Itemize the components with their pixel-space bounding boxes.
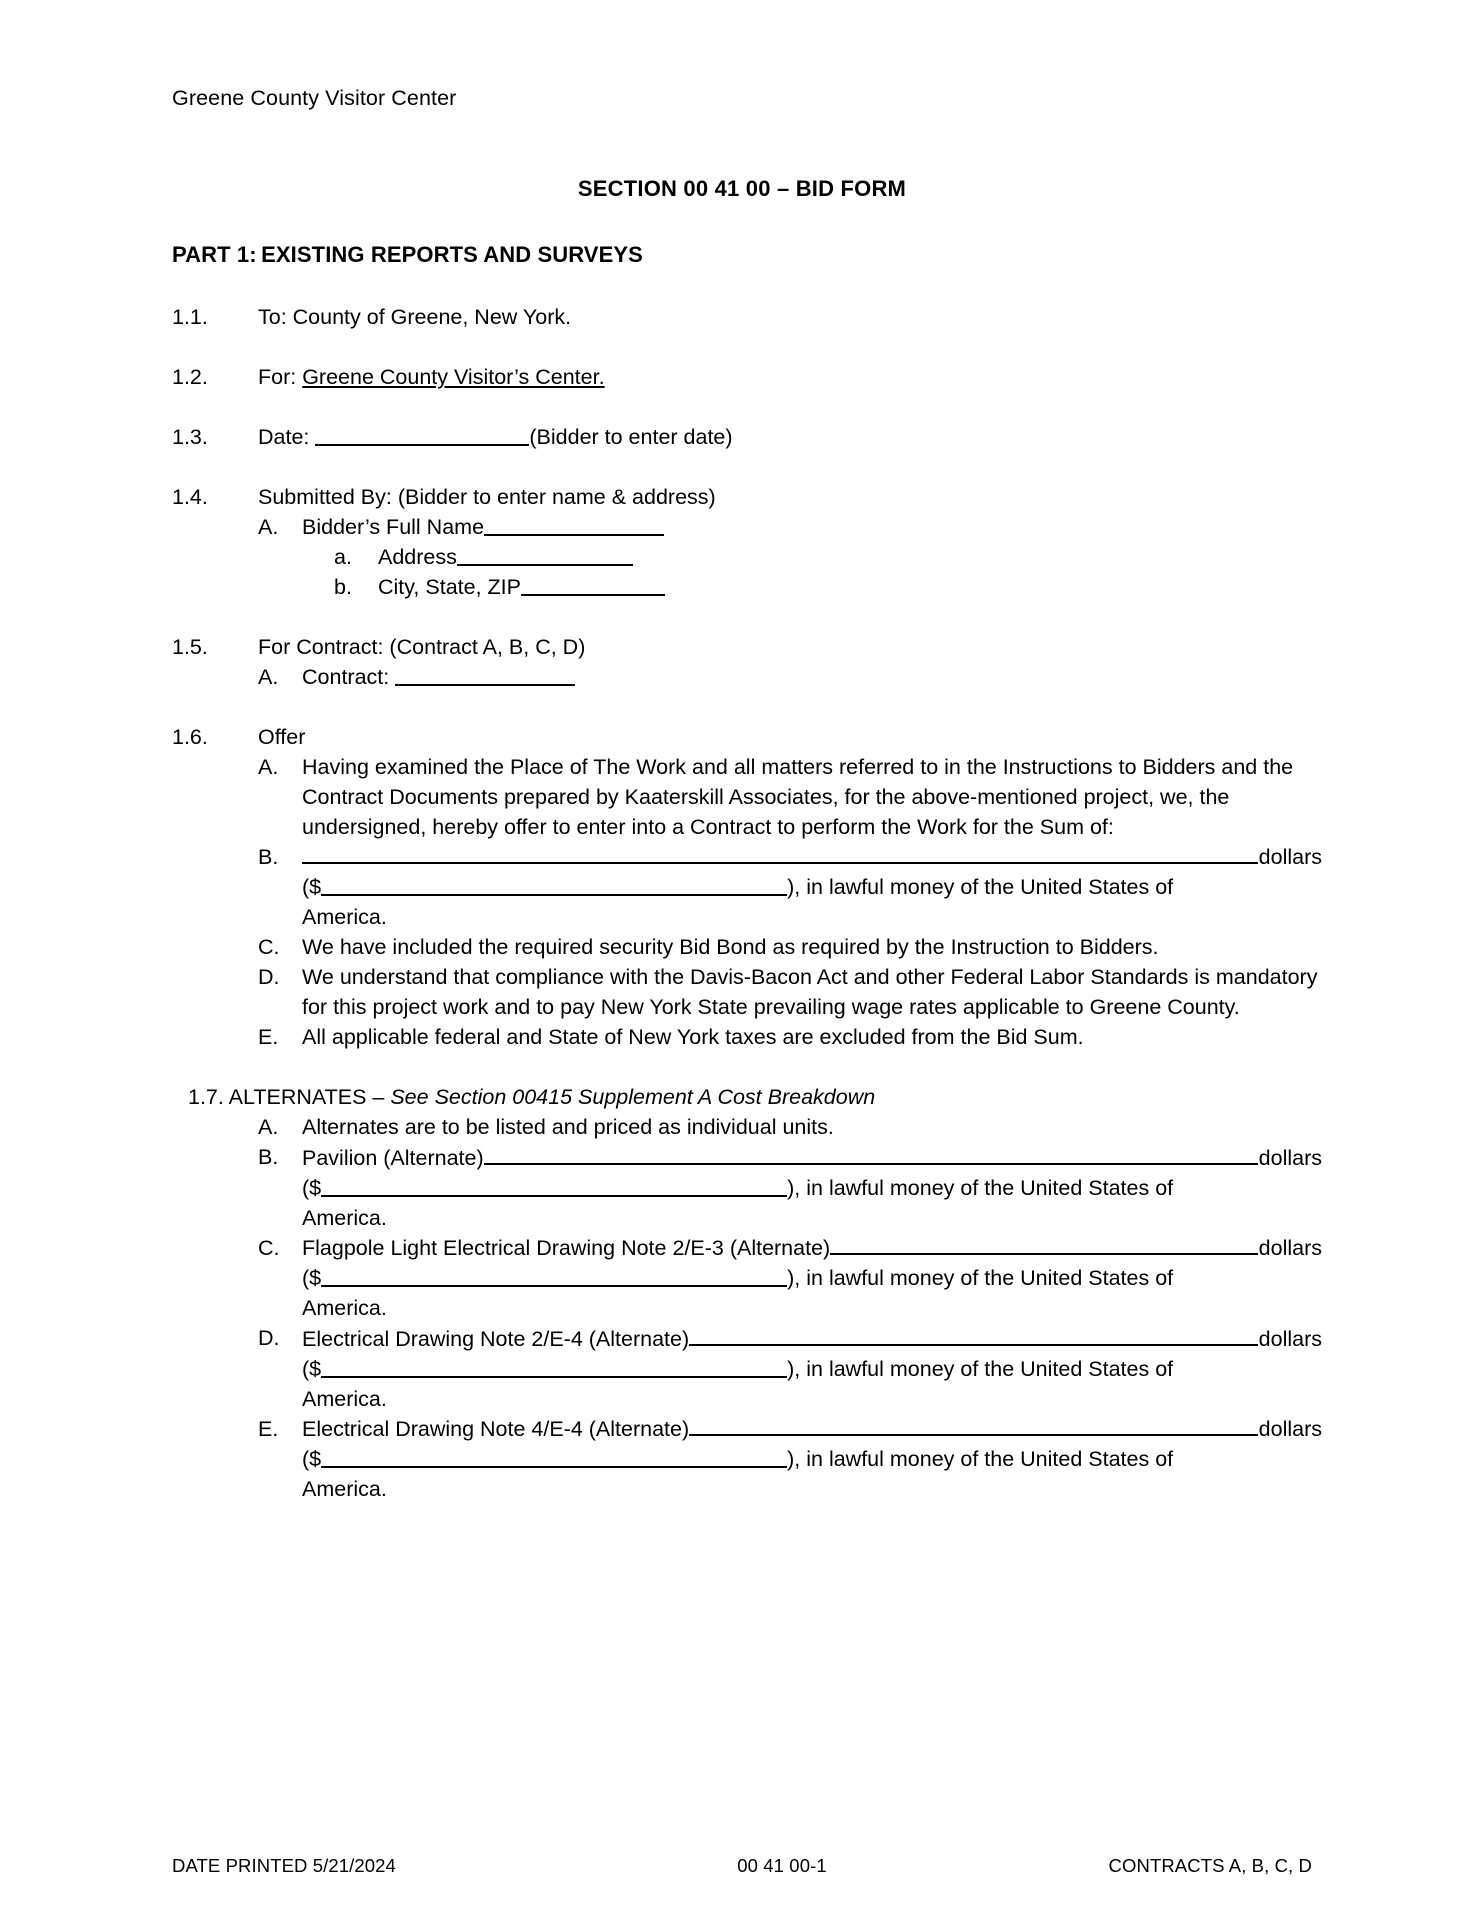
alt-e-figures-blank-field[interactable] <box>321 1446 787 1468</box>
alt-d-amount-prefix: ($ <box>302 1356 322 1381</box>
clause-1-2-number: 1.2. <box>172 365 208 389</box>
clause-1-2-text <box>258 362 1322 392</box>
alt-e-figures-line <box>302 1444 1322 1474</box>
clause-1-6-text: Offer <box>258 725 306 749</box>
clause-1-6-item-d <box>172 962 1322 1022</box>
clause-1-6-number: 1.6. <box>172 725 208 749</box>
clause-1-7-item-b-marker: B. <box>258 1145 279 1170</box>
alt-b-figures-blank-field[interactable] <box>321 1174 787 1196</box>
clause-1-4-item-a-marker: A. <box>258 515 279 539</box>
alt-d-words-blank-field[interactable] <box>689 1323 1258 1345</box>
alt-e-dollars-word: dollars <box>1258 1417 1322 1442</box>
clause-1-5-item-a-text <box>302 662 1322 692</box>
clause-1-6-item-a-text: Having examined the Place of The Work and all matters referred to in the Instructions to Bidders and the Contract Documents prepared by Kaaterskill Associates, for the above-mentioned project, we, the undersigned, hereby offer to enter into a Contract to perform the Work for the Sum of: <box>302 755 1294 839</box>
alt-e-words-line <box>302 1414 1322 1444</box>
alt-b-figures-line <box>302 1173 1322 1203</box>
bid-sum-dollars-word: dollars <box>1258 845 1322 870</box>
alt-b-amount-suffix: ), in lawful money of the United States of <box>787 1175 1174 1200</box>
alt-c-amount-tail: America. <box>302 1296 387 1321</box>
clause-1-4-item-a-b <box>172 572 1322 602</box>
clause-1-4-text: Submitted By: (Bidder to enter name & address) <box>258 485 716 509</box>
clause-1-7-heading <box>172 1082 1322 1112</box>
alt-c-amount-prefix: ($ <box>302 1266 322 1291</box>
clause-1-7-item-b-text <box>302 1142 1322 1232</box>
bid-sum-figures-blank-field[interactable] <box>321 874 787 896</box>
bid-sum-words-blank-field[interactable] <box>302 842 1258 864</box>
alt-c-label: Flagpole Light Electrical Drawing Note 2/E-3 (Alternate) <box>302 1236 831 1261</box>
spacer <box>172 1052 1322 1082</box>
city-state-zip-blank-field[interactable] <box>521 574 665 596</box>
alt-b-words-line <box>302 1142 1322 1172</box>
bid-sum-amount-suffix: ), in lawful money of the United States of <box>787 875 1174 900</box>
clause-1-6-item-e <box>172 1022 1322 1052</box>
spacer <box>172 692 1322 722</box>
part-heading: PART 1: EXISTING REPORTS AND SURVEYS <box>172 242 643 267</box>
clause-1-6-item-c <box>172 932 1322 962</box>
clause-1-2 <box>172 362 1322 392</box>
bidder-name-blank-field[interactable] <box>484 514 664 536</box>
clause-1-1-number: 1.1. <box>172 305 208 329</box>
alt-d-amount-tail: America. <box>302 1386 387 1411</box>
clause-1-6-item-c-marker: C. <box>258 935 280 960</box>
clause-1-4 <box>172 482 1322 512</box>
clause-1-3 <box>172 422 1322 452</box>
footer-page-number: 00 41 00-1 <box>737 1855 827 1876</box>
alt-c-words-line <box>302 1233 1322 1263</box>
alt-c-dollars-word: dollars <box>1258 1236 1322 1261</box>
clause-1-4-number: 1.4. <box>172 485 208 509</box>
clause-1-4-item-a-a-marker: a. <box>334 545 352 569</box>
clause-1-4-item-a <box>172 512 1322 542</box>
clause-1-7-item-d-marker: D. <box>258 1326 280 1351</box>
clause-1-7-item-a-text: Alternates are to be listed and priced as individual units. <box>302 1115 834 1140</box>
spacer <box>172 602 1322 632</box>
clause-1-6-item-e-marker: E. <box>258 1025 279 1050</box>
clause-1-7-item-c-marker: C. <box>258 1235 280 1260</box>
clause-1-7-item-e <box>172 1414 1322 1504</box>
clause-1-7-item-d-text <box>302 1323 1322 1413</box>
alt-d-label: Electrical Drawing Note 2/E-4 (Alternate) <box>302 1326 690 1351</box>
document-footer <box>172 1855 1312 1877</box>
clause-1-7-item-a <box>172 1112 1322 1142</box>
clause-1-5-text: For Contract: (Contract A, B, C, D) <box>258 635 586 659</box>
date-blank-field[interactable] <box>315 424 529 446</box>
clause-1-4-item-a-a-text <box>378 542 1322 572</box>
clause-1-6-item-e-text: All applicable federal and State of New York taxes are excluded from the Bid Sum. <box>302 1025 1084 1050</box>
page-title: SECTION 00 41 00 – BID FORM <box>577 176 907 201</box>
address-label: Address <box>378 545 457 569</box>
alt-b-dollars-word: dollars <box>1258 1145 1322 1170</box>
clause-1-4-item-a-a <box>172 542 1322 572</box>
alt-e-amount-prefix: ($ <box>302 1447 322 1472</box>
spacer <box>172 392 1322 422</box>
clause-1-6-item-d-text: We understand that compliance with the Davis-Bacon Act and other Federal Labor Standards is mandatory for this project work and to pay New York State prevailing wage rates applicable to Greene County. <box>302 965 1318 1020</box>
clause-1-7-item-d <box>172 1323 1322 1413</box>
alt-e-words-blank-field[interactable] <box>689 1414 1258 1436</box>
bid-sum-amount-tail: America. <box>302 905 387 930</box>
footer-contracts: CONTRACTS A, B, C, D <box>1108 1855 1312 1876</box>
clause-1-1-text: To: County of Greene, New York. <box>258 305 572 329</box>
clause-1-1 <box>172 302 1322 332</box>
alt-d-words-line <box>302 1323 1322 1353</box>
clause-1-6 <box>172 722 1322 752</box>
clause-1-7-item-b <box>172 1142 1322 1232</box>
clause-1-7-item-c <box>172 1233 1322 1323</box>
city-state-zip-label: City, State, ZIP <box>378 575 521 599</box>
date-hint: (Bidder to enter date) <box>529 425 733 449</box>
bid-sum-words-line <box>302 842 1322 872</box>
clause-1-2-underlined: Greene County Visitor’s Center. <box>302 365 605 389</box>
clause-1-5-item-a <box>172 662 1322 692</box>
clause-1-6-item-a-marker: A. <box>258 755 279 779</box>
alt-d-figures-line <box>302 1354 1322 1384</box>
alt-e-amount-tail: America. <box>302 1477 387 1502</box>
alt-c-amount-suffix: ), in lawful money of the United States of <box>787 1266 1174 1291</box>
clause-1-7-item-e-text <box>302 1414 1322 1504</box>
clause-1-7-item-e-marker: E. <box>258 1416 279 1441</box>
contract-label: Contract: <box>302 665 390 689</box>
alternates-heading-italic: See Section 00415 Supplement A Cost Breakdown <box>390 1085 876 1110</box>
clause-1-6-item-d-marker: D. <box>258 965 280 990</box>
project-name: Greene County Visitor Center <box>172 86 457 110</box>
alt-d-dollars-word: dollars <box>1258 1326 1322 1351</box>
alt-c-words-blank-field[interactable] <box>830 1233 1257 1255</box>
clause-1-4-item-a-b-text <box>378 572 1322 602</box>
clause-1-5-number: 1.5. <box>172 635 208 659</box>
clause-1-7-item-a-marker: A. <box>258 1115 279 1140</box>
clause-1-7-item-c-text <box>302 1233 1322 1323</box>
clause-1-2-prefix: For: <box>258 365 303 389</box>
footer-date-printed: DATE PRINTED 5/21/2024 <box>172 1855 396 1876</box>
alt-b-label: Pavilion (Alternate) <box>302 1145 484 1170</box>
clause-1-6-item-a <box>172 752 1322 842</box>
address-blank-field[interactable] <box>457 544 633 566</box>
document-body <box>172 302 1322 1504</box>
alt-e-label: Electrical Drawing Note 4/E-4 (Alternate) <box>302 1417 690 1442</box>
clause-1-4-item-a-text <box>302 512 1322 542</box>
bidder-name-label: Bidder’s Full Name <box>302 515 485 539</box>
alt-c-figures-line <box>302 1263 1322 1293</box>
clause-1-6-item-c-text: We have included the required security Bid Bond as required by the Instruction to Bidders. <box>302 935 1159 960</box>
clause-1-6-item-b-text <box>302 842 1322 932</box>
clause-1-5-item-a-marker: A. <box>258 665 279 689</box>
alt-d-amount-suffix: ), in lawful money of the United States of <box>787 1356 1174 1381</box>
spacer <box>172 332 1322 362</box>
alt-b-words-blank-field[interactable] <box>484 1142 1258 1164</box>
alt-b-amount-tail: America. <box>302 1205 387 1230</box>
spacer <box>172 452 1322 482</box>
bid-sum-amount-prefix: ($ <box>302 875 322 900</box>
clause-1-6-item-b <box>172 842 1322 932</box>
alternates-heading-plain: 1.7. ALTERNATES – <box>188 1085 391 1110</box>
contract-blank-field[interactable] <box>395 664 575 686</box>
alt-c-figures-blank-field[interactable] <box>321 1265 787 1287</box>
clause-1-3-number: 1.3. <box>172 425 208 449</box>
clause-1-6-item-b-marker: B. <box>258 845 279 869</box>
alt-e-amount-suffix: ), in lawful money of the United States of <box>787 1447 1174 1472</box>
alt-d-figures-blank-field[interactable] <box>321 1355 787 1377</box>
date-label: Date: <box>258 425 310 449</box>
alt-b-amount-prefix: ($ <box>302 1175 322 1200</box>
bid-sum-figures-line <box>302 872 1322 902</box>
clause-1-3-text <box>258 422 1322 452</box>
clause-1-4-item-a-b-marker: b. <box>334 575 352 599</box>
clause-1-5 <box>172 632 1322 662</box>
document-header <box>172 86 456 111</box>
